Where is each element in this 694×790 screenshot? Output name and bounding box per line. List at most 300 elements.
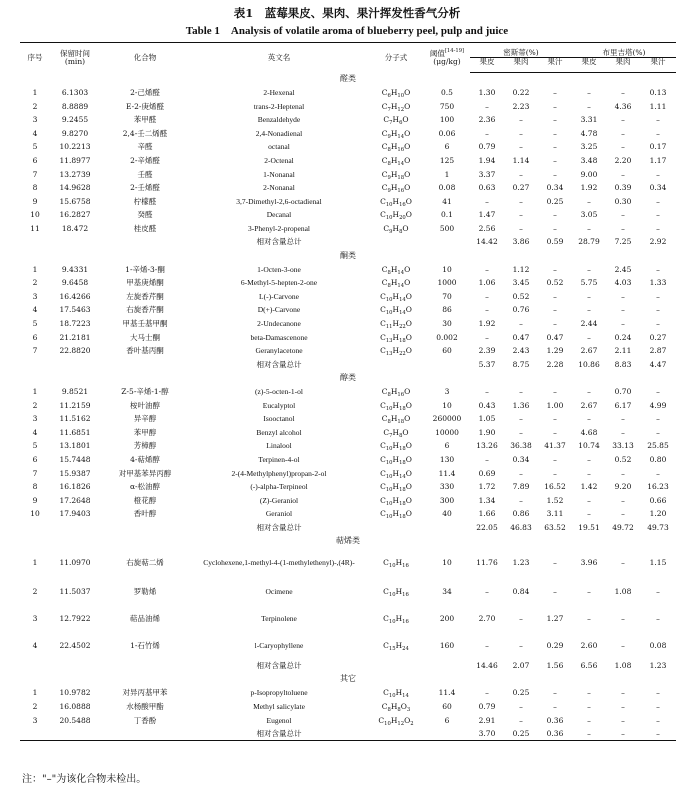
table-row [20,263,676,277]
cell-rt: 9.4331 [61,264,89,274]
cell-english: Terpinolene [261,613,297,623]
cell-juice-2: 1.17 [649,155,667,165]
formula-subscript: 18 [399,487,406,494]
table-row [20,467,676,481]
formula-element: C [381,142,388,152]
cell-peel-2: – [587,87,591,97]
cell-peel-1: 1.72 [478,482,496,492]
formula-subscript: 14 [399,473,406,480]
cell-pulp-1: – [519,210,523,220]
cell-juice-2: – [656,414,660,424]
cell-peel-2: – [587,223,591,233]
formula-element: H [395,558,403,568]
cell-formula [368,700,424,714]
cell-rt: 15.7448 [59,454,91,464]
formula-element: O [405,509,412,519]
formula-element: O [404,414,411,424]
cell-rt: 6.1303 [61,87,89,97]
total-label: 相对含量总计 [256,237,302,247]
formula-element: O [405,400,412,410]
cell-compound: Z-5-辛烯-1-醇 [121,387,169,397]
cell-rt: 15.9387 [59,468,91,478]
cell-formula [368,304,424,318]
cell-peel-2: – [587,264,591,274]
formula-subscript: 8 [387,419,391,426]
formula-subscript: 18 [399,514,406,521]
cell-peel-1: 2.36 [478,115,496,125]
section-heading: 醛类 [340,74,356,84]
table-row [20,100,676,114]
cell-formula [368,426,424,440]
cell-compound: 香叶基丙酮 [126,346,164,356]
formula-element: C [380,495,386,505]
formula-element: O [405,319,412,329]
total-peel-1: 22.05 [476,522,498,532]
formula-subscript: 16 [397,392,405,399]
cell-juice-2: 4.99 [649,400,667,410]
formula-subscript: 10 [385,473,393,480]
cell-peel-1: 0.43 [478,400,496,410]
total-pulp-2: 7.25 [614,237,632,247]
formula-subscript: 18 [397,419,405,426]
cell-juice-1: 0.34 [546,183,564,193]
formula-subscript: 10 [384,720,391,727]
cell-juice-1: – [553,169,557,179]
total-row [20,727,676,741]
cell-peel-1: 2.70 [478,613,496,623]
cell-pulp-1: 0.86 [512,509,530,519]
cell-pulp-2: – [621,427,625,437]
cell-no: 10 [30,509,40,519]
cell-threshold: 3 [444,387,450,397]
cell-juice-1: – [553,586,557,596]
formula-subscript: 7 [389,120,393,127]
cell-english: octanal [268,142,290,152]
cell-rt: 11.8977 [59,155,91,165]
total-spacer [50,659,100,673]
formula-subscript: 14 [402,693,409,700]
cell-pulp-1: 7.89 [512,482,530,492]
cell-english: Cyclohexene,1-methyl-4-(1-methylethenyl)-,(4R)- [203,558,355,568]
table-row [20,344,676,358]
formula-subscript: 10 [388,693,396,700]
cell-peel-1: 1.05 [478,414,496,424]
cell-juice-1: 1.29 [546,346,564,356]
cell-peel-2: – [587,291,591,301]
cell-formula [368,100,424,114]
formula-subscript: 8 [387,706,391,713]
table-row [20,399,676,413]
cell-pulp-1: 1.36 [512,400,530,410]
formula-element: C [380,400,386,410]
cell-pulp-1: 3.45 [512,278,530,288]
cell-peel-1: – [485,196,489,206]
formula-subscript: 13 [385,337,393,344]
cell-english: Eugenol [266,715,292,725]
cell-juice-2: 0.34 [649,183,667,193]
cell-peel-1: 1.90 [478,427,496,437]
cell-peel-1: 3.37 [478,169,496,179]
total-spacer [20,659,50,673]
cell-juice-1: – [553,155,557,165]
formula-subscript: 8 [399,228,403,235]
cell-pulp-2: 4.03 [614,278,632,288]
cell-juice-1: 3.11 [546,509,564,519]
formula-subscript: 16 [397,147,405,154]
cell-english: 1-Nonanal [263,169,295,179]
table-note: 注："–"为该化合物未检出。 [22,774,147,785]
total-spacer [368,659,424,673]
total-peel-2: 19.51 [578,522,600,532]
cell-pulp-2: – [621,495,625,505]
cell-juice-1: – [553,264,557,274]
cell-no: 7 [32,468,38,478]
cell-threshold: 750 [439,101,455,111]
cell-pulp-1: – [519,223,523,233]
formula-element: H [390,414,398,424]
cell-threshold: 0.08 [438,183,456,193]
formula-element: C [381,155,388,165]
cell-no: 3 [32,613,38,623]
total-label: 相对含量总计 [256,359,302,369]
cell-no: 1 [32,87,38,97]
formula-element: H [392,509,400,519]
cell-threshold: 11.4 [438,688,456,698]
cell-peel-2: – [587,715,591,725]
cell-rt: 18.472 [61,223,89,233]
cell-english: 1-Octen-3-one [257,264,301,274]
formula-element: C [383,688,389,698]
table-row [20,290,676,304]
cell-juice-2: – [656,291,660,301]
cell-threshold: 6 [444,441,450,451]
cell-pulp-2: 6.17 [614,400,632,410]
table-row [20,605,676,632]
table-row [20,181,676,195]
section-heading: 其它 [340,674,356,684]
cell-pulp-1: 1.14 [512,155,530,165]
formula-element: H [390,155,398,165]
formula-subscript: 8 [387,160,391,167]
header-rt [50,43,100,73]
cell-juice-2: – [656,387,660,397]
cell-juice-1: – [553,87,557,97]
formula-subscript: 10 [388,563,396,570]
formula-element: H [390,101,398,111]
cell-pulp-1: 1.23 [512,558,530,568]
formula-subscript: 10 [385,459,393,466]
cell-no: 3 [32,291,38,301]
formula-subscript: 14 [397,160,405,167]
cell-pulp-2: – [621,291,625,301]
section-heading-row [20,673,676,687]
cell-compound: 甲基壬基甲酮 [122,319,168,329]
cell-formula [368,480,424,494]
cell-juice-1: 1.00 [546,400,564,410]
cell-threshold: 70 [442,291,452,301]
cell-compound: 苯甲醛 [133,115,157,125]
total-spacer [100,521,190,535]
cell-juice-1: 0.36 [546,715,564,725]
formula-subscript: 16 [399,201,406,208]
cell-threshold: 160 [439,640,455,650]
cell-compound: 水杨酸甲酯 [126,701,164,711]
cell-compound: E-2-庚烯醛 [126,101,164,111]
cell-juice-1: – [553,558,557,568]
cell-juice-2: – [656,223,660,233]
cell-no: 9 [32,196,38,206]
total-pulp-1: 46.83 [510,522,532,532]
cell-rt: 13.2739 [59,169,91,179]
cell-juice-2: – [656,169,660,179]
cell-compound: 2-辛烯醛 [130,155,160,165]
cell-formula [368,331,424,345]
cell-no: 6 [32,155,38,165]
cell-juice-1: – [553,387,557,397]
formula-subscript: 24 [402,645,409,652]
cell-formula [368,548,424,578]
formula-subscript: 16 [402,563,409,570]
table-row [20,140,676,154]
table-row [20,385,676,399]
total-spacer [20,236,50,250]
cell-pulp-1: 0.22 [512,87,530,97]
formula-subscript: 8 [397,706,401,713]
header-pulp-1: 果肉 [504,58,538,73]
formula-subscript: 10 [397,92,405,99]
formula-element: H [390,183,398,193]
formula-element: O [404,155,411,165]
formula-element: O [405,482,412,492]
cell-english: Geraniol [265,509,293,519]
table-row [20,578,676,605]
cell-threshold: 500 [439,223,455,233]
table-row [20,208,676,222]
cell-pulp-2: – [621,223,625,233]
cell-threshold: 1 [444,169,450,179]
cell-juice-1: – [553,468,557,478]
formula-subscript: 8 [387,147,391,154]
cell-juice-2: – [656,613,660,623]
cell-juice-1: 41.37 [544,441,566,451]
cell-juice-2: 1.20 [649,509,667,519]
formula-subscript: 16 [402,618,409,625]
cell-no: 3 [32,115,38,125]
cell-peel-1: – [485,291,489,301]
header-juice-1: 果汁 [538,58,572,73]
cell-peel-2: 9.00 [580,169,598,179]
cell-formula [368,127,424,141]
formula-element: C [383,223,390,233]
cell-english: p-Isopropyltoluene [250,688,308,698]
cell-pulp-2: 0.30 [614,196,632,206]
cell-peel-1: 1.94 [478,155,496,165]
formula-subscript: 12 [397,720,405,727]
table-row [20,127,676,141]
formula-element: O [404,183,411,193]
cell-juice-1: – [553,305,557,315]
formula-element: O [405,454,412,464]
cell-peel-2: 3.96 [580,558,598,568]
cell-english: Methyl salicylate [253,701,305,711]
formula-subscript: 18 [399,446,406,453]
cell-compound: 壬醛 [137,169,153,179]
formula-element: H [392,346,400,356]
cell-threshold: 0.1 [441,210,453,220]
total-spacer [50,727,100,741]
formula-element: O [405,305,412,315]
cell-rt: 21.2181 [59,332,91,342]
cell-peel-2: 4.78 [580,128,598,138]
total-juice-2: 1.23 [649,661,667,671]
cell-english: Benzyl alcohol [256,427,302,437]
formula-subscript: 10 [385,500,393,507]
total-spacer [100,727,190,741]
cell-rt: 22.4502 [59,640,91,650]
cell-formula [368,208,424,222]
total-pulp-1: 8.75 [512,359,530,369]
cell-english: Benzaldehyde [257,115,301,125]
cell-juice-2: 0.08 [649,640,667,650]
cell-formula [368,605,424,632]
cell-juice-1: – [553,291,557,301]
table-row [20,686,676,700]
table-row [20,168,676,182]
formula-subscript: 10 [385,446,393,453]
cell-pulp-1: – [519,142,523,152]
cell-formula [368,385,424,399]
cell-pulp-2: 0.70 [614,387,632,397]
header-threshold-unit: (μg/kg) [433,56,461,66]
header-rt-label: 保留时间 [60,48,90,58]
table-row [20,548,676,578]
cell-juice-1: – [553,427,557,437]
cell-juice-1: 0.25 [546,196,564,206]
cell-pulp-1: – [519,640,523,650]
cell-peel-2: 1.92 [580,183,598,193]
formula-element: H [392,319,400,329]
formula-element: H [390,387,398,397]
cell-rt: 9.2455 [61,115,89,125]
formula-subscript: 14 [397,269,405,276]
table-row [20,494,676,508]
formula-element: C [383,558,389,568]
cell-pulp-2: 1.08 [614,586,632,596]
total-label: 相对含量总计 [256,522,302,532]
formula-subscript: 16 [397,188,405,195]
cell-formula [368,195,424,209]
total-peel-1: 14.46 [476,661,498,671]
cell-peel-2: 2.67 [580,400,598,410]
cell-no: 2 [32,400,38,410]
section-heading-row [20,372,676,386]
total-peel-1: 5.37 [478,359,496,369]
table-row [20,195,676,209]
cell-pulp-1: 2.23 [512,101,530,111]
formula-element: H [392,454,400,464]
cell-rt: 22.8820 [59,346,91,356]
formula-element: C [383,115,390,125]
table-row [20,412,676,426]
total-juice-2: – [640,727,676,741]
cell-peel-2: 3.05 [580,210,598,220]
cell-juice-1: – [553,128,557,138]
formula-element: H [392,441,400,451]
formula-subscript: 9 [387,174,391,181]
cell-rt: 9.8270 [61,128,89,138]
cell-no: 4 [32,305,38,315]
formula-element: C [380,196,386,206]
cell-english: Ocimene [265,586,293,596]
formula-element: O [404,278,411,288]
cell-no: 9 [32,495,38,505]
table-title-en: Table 1 Analysis of volatile aroma of blueberry peel, pulp and juice [185,25,509,37]
cell-compound: 右旋萜二烯 [126,558,164,568]
total-peel-2: 28.79 [578,237,600,247]
formula-subscript: 8 [387,283,391,290]
cell-threshold: 330 [439,482,455,492]
cell-compound: 罗勒烯 [133,586,157,596]
cell-rt: 16.2827 [59,210,91,220]
cell-peel-1: – [485,101,489,111]
cell-juice-1: 0.47 [546,332,564,342]
cell-compound: 丁香酚 [133,715,157,725]
formula-subscript: 7 [389,432,393,439]
cell-english: (Z)-Geraniol [259,495,299,505]
cell-peel-1: 0.63 [478,183,496,193]
cell-formula [368,578,424,605]
cell-threshold: 10000 [435,427,459,437]
cell-peel-1: 0.79 [478,142,496,152]
cell-peel-2: 2.44 [580,319,598,329]
cell-rt: 18.7223 [59,319,91,329]
cell-juice-1: 0.52 [546,278,564,288]
cell-threshold: 6 [444,715,450,725]
cell-juice-2: – [656,427,660,437]
total-spacer [100,659,190,673]
cell-pulp-1: – [519,319,523,329]
formula-element: H [390,278,398,288]
total-row [20,236,676,250]
cell-peel-1: 1.30 [478,87,496,97]
formula-element: O [402,427,409,437]
formula-element: C [380,441,386,451]
table-row [20,276,676,290]
formula-subscript: 18 [399,337,406,344]
cell-peel-1: – [485,387,489,397]
formula-element: H [395,688,403,698]
formula-element: C [381,87,388,97]
total-label: 相对含量总计 [256,661,302,671]
formula-element: O [404,87,411,97]
formula-subscript: 14 [397,133,405,140]
formula-element: H [395,613,403,623]
cell-peel-1: 1.47 [478,210,496,220]
cell-english: Eucalyptol [262,400,296,410]
formula-element: H [390,142,398,152]
cell-peel-1: – [485,332,489,342]
formula-element: O [404,142,411,152]
cell-threshold: 10 [442,558,452,568]
formula-element: C [380,305,386,315]
cell-pulp-1: – [519,128,523,138]
formula-element: C [381,128,388,138]
cell-rt: 11.0970 [59,558,91,568]
formula-subscript: 3 [406,706,411,713]
cell-peel-1: 0.69 [478,468,496,478]
cell-compound: 橙花醇 [133,495,157,505]
cell-pulp-1: – [519,468,523,478]
